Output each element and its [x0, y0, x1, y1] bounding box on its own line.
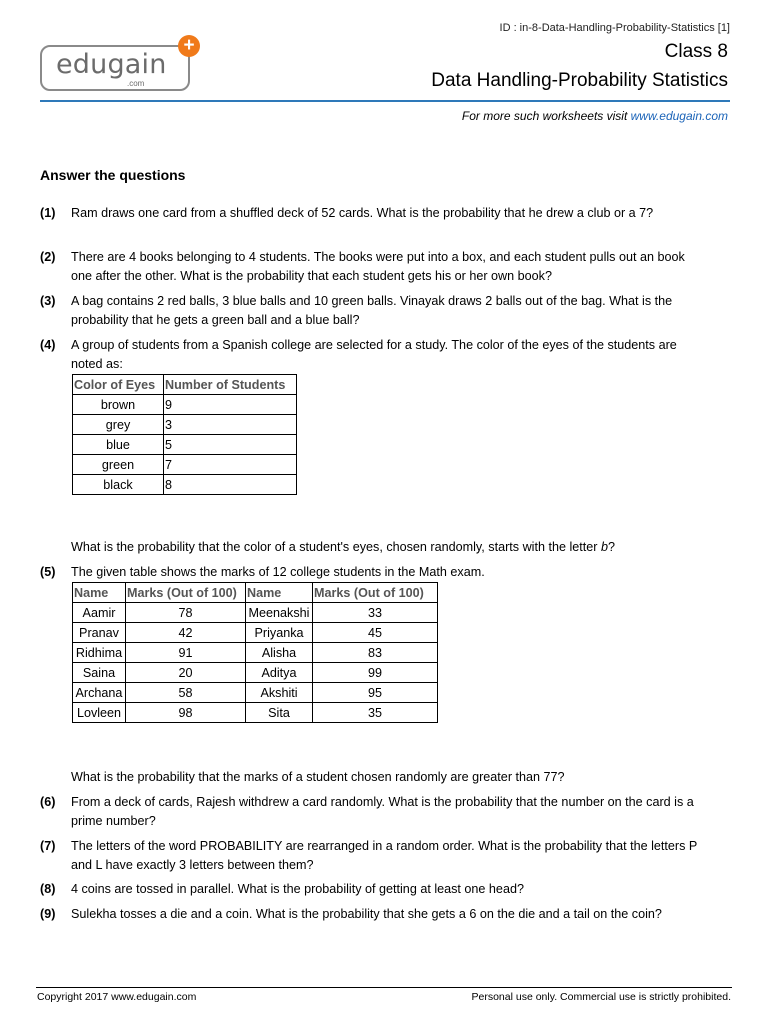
table-cell: 7 [164, 455, 297, 475]
section-title: Answer the questions [40, 167, 186, 183]
question-7 [40, 837, 700, 875]
table-cell: Lovleen [73, 703, 126, 723]
table-row [73, 435, 297, 455]
topic-title: Data Handling-Probability Statistics [431, 70, 728, 91]
question-6 [40, 793, 700, 831]
followup-text: What is the probability that the marks of a student chosen randomly are greater than 77? [71, 770, 565, 784]
table-row [73, 643, 438, 663]
question-number: (2) [40, 250, 56, 264]
table-cell: 98 [126, 703, 246, 723]
table-cell: brown [73, 395, 164, 415]
question-number: (9) [40, 907, 56, 921]
question-number: (7) [40, 839, 56, 853]
question-3 [40, 292, 700, 330]
question-2 [40, 248, 700, 286]
table-header-row [73, 375, 297, 395]
table-cell: 45 [313, 623, 438, 643]
table-cell: 33 [313, 603, 438, 623]
question-text: Ram draws one card from a shuffled deck of 52 cards. What is the probability that he drew a club or a 7? [71, 206, 654, 220]
table-row [73, 475, 297, 495]
table-cell: 3 [164, 415, 297, 435]
table-row [73, 623, 438, 643]
question-4 [40, 336, 700, 374]
question-8 [40, 880, 700, 899]
table-cell: 99 [313, 663, 438, 683]
question-text: A group of students from a Spanish college are selected for a study. The color of the eyes of the students are noted as: [71, 338, 677, 371]
more-worksheets-line [462, 109, 728, 123]
logo-domain: .com [127, 79, 145, 88]
table-cell: grey [73, 415, 164, 435]
question-5 [40, 563, 700, 582]
header-divider [40, 100, 730, 102]
table-header: Name [73, 583, 126, 603]
table-cell: Priyanka [246, 623, 313, 643]
followup-letter: b [600, 540, 608, 554]
eye-color-table [72, 374, 297, 495]
question-text: From a deck of cards, Rajesh withdrew a card randomly. What is the probability that the number on the card is a prime number? [71, 795, 694, 828]
table-header: Marks (Out of 100) [126, 583, 246, 603]
edugain-logo [40, 35, 195, 91]
followup-end: ? [608, 540, 616, 554]
question-text: The letters of the word PROBABILITY are rearranged in a random order. What is the probability that the letters P and L have exactly 3 letters between them? [71, 839, 698, 872]
table-cell: Archana [73, 683, 126, 703]
question-number: (8) [40, 882, 56, 896]
table-cell: 95 [313, 683, 438, 703]
table-header: Name [246, 583, 313, 603]
question-1 [40, 204, 700, 223]
followup-text: What is the probability that the color of a student's eyes, chosen randomly, starts with the letter [71, 540, 601, 554]
more-worksheets-text: For more such worksheets visit [461, 109, 631, 123]
question-number: (5) [40, 565, 56, 579]
table-header: Marks (Out of 100) [313, 583, 438, 603]
table-cell: Alisha [246, 643, 313, 663]
table-row [73, 663, 438, 683]
table-cell: 91 [126, 643, 246, 663]
table-row [73, 683, 438, 703]
table-row [73, 395, 297, 415]
question-number: (6) [40, 795, 56, 809]
table-cell: Sita [246, 703, 313, 723]
table-row [73, 603, 438, 623]
table-cell: 78 [126, 603, 246, 623]
table-cell: 35 [313, 703, 438, 723]
table-header: Number of Students [164, 375, 297, 395]
table-cell: 5 [164, 435, 297, 455]
table-cell: Saina [73, 663, 126, 683]
table-cell: black [73, 475, 164, 495]
plus-icon: + [178, 35, 200, 57]
table-cell: 9 [164, 395, 297, 415]
table-cell: 42 [126, 623, 246, 643]
question-number: (3) [40, 294, 56, 308]
table-cell: blue [73, 435, 164, 455]
question-text: A bag contains 2 red balls, 3 blue balls and 10 green balls. Vinayak draws 2 balls out of the bag. What is the probability that he gets a green ball and a blue ball? [71, 294, 673, 327]
table-cell: green [73, 455, 164, 475]
question-text: There are 4 books belonging to 4 students. The books were put into a box, and each student pulls out an book one after the other. What is the probability that each student gets his or her own book? [71, 250, 685, 283]
question-number: (4) [40, 338, 56, 352]
table-row [73, 415, 297, 435]
table-cell: 8 [164, 475, 297, 495]
question-9 [40, 905, 700, 924]
table-cell: Akshiti [246, 683, 313, 703]
table-row [73, 455, 297, 475]
table-cell: 83 [313, 643, 438, 663]
footer-copyright: Copyright 2017 www.edugain.com [37, 991, 197, 1003]
question-4-followup [40, 538, 700, 557]
question-text: Sulekha tosses a die and a coin. What is the probability that she gets a 6 on the die and a tail on the coin? [71, 907, 662, 921]
table-cell: Aditya [246, 663, 313, 683]
logo-wordmark: edugain [56, 49, 167, 80]
question-5-followup [40, 768, 700, 787]
table-cell: Meenakshi [246, 603, 313, 623]
table-header: Color of Eyes [73, 375, 164, 395]
class-title: Class 8 [664, 41, 728, 62]
table-row [73, 703, 438, 723]
edugain-link[interactable]: www.edugain.com [630, 109, 728, 123]
footer-notice: Personal use only. Commercial use is strictly prohibited. [471, 991, 731, 1003]
question-text: 4 coins are tossed in parallel. What is the probability of getting at least one head? [71, 882, 524, 896]
question-text: The given table shows the marks of 12 college students in the Math exam. [71, 565, 485, 579]
document-id: ID : in-8-Data-Handling-Probability-Statistics [1] [499, 22, 730, 34]
table-cell: 20 [126, 663, 246, 683]
marks-table [72, 582, 438, 723]
table-cell: Aamir [73, 603, 126, 623]
table-header-row [73, 583, 438, 603]
footer-divider [36, 987, 732, 988]
table-cell: Pranav [73, 623, 126, 643]
question-number: (1) [40, 206, 56, 220]
table-cell: Ridhima [73, 643, 126, 663]
table-cell: 58 [126, 683, 246, 703]
